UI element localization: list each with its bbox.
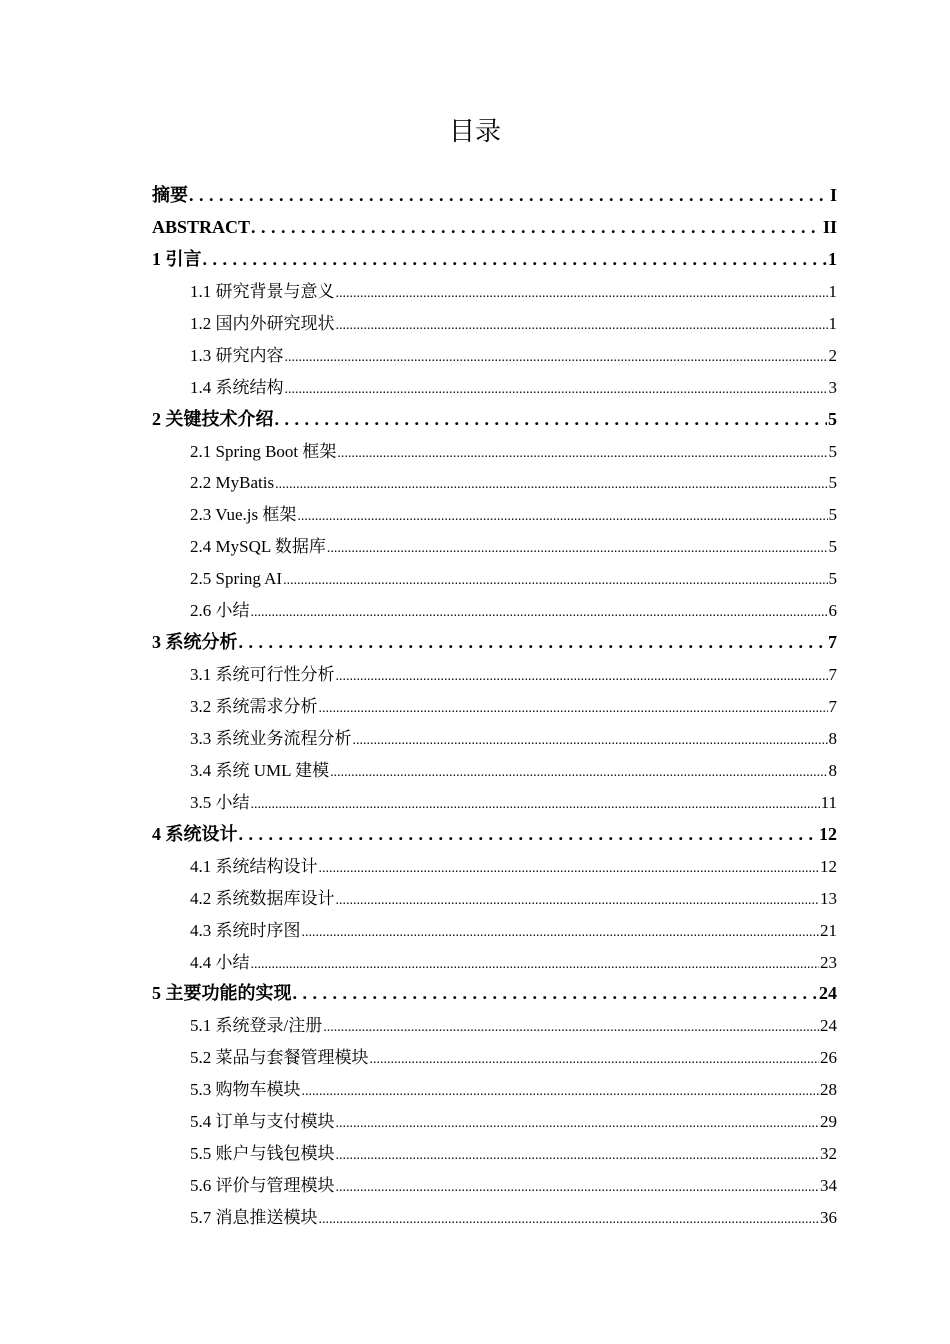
toc-entry-label: 4 系统设计 (152, 823, 238, 844)
toc-dot-leader (239, 819, 819, 851)
toc-entry-label: ABSTRACT (152, 216, 251, 237)
toc-dot-leader (337, 436, 827, 468)
toc-dot-leader (323, 1010, 819, 1042)
toc-entry-label: 2.6 小结 (190, 601, 250, 621)
toc-entry-label: 1.1 研究背景与意义 (190, 281, 335, 301)
toc-dot-leader (251, 947, 820, 979)
toc-entry[interactable] (152, 467, 837, 499)
toc-entry[interactable] (152, 340, 837, 372)
toc-dot-leader (203, 244, 828, 276)
toc-entry-label: 4.1 系统结构设计 (190, 856, 318, 876)
toc-entry[interactable] (152, 691, 837, 723)
toc-entry-label: 4.4 小结 (190, 952, 250, 972)
toc-entry-label: 1.4 系统结构 (190, 377, 284, 397)
toc-dot-leader (285, 340, 828, 372)
toc-dot-leader (251, 595, 828, 627)
toc-entry-page-number: 7 (828, 665, 837, 685)
table-of-contents (152, 180, 837, 1234)
toc-entry[interactable] (152, 1010, 837, 1042)
toc-dot-leader (251, 787, 820, 819)
toc-entry-label: 1 引言 (152, 248, 202, 269)
toc-entry-page-number: 2 (828, 345, 837, 365)
toc-dot-leader (319, 691, 828, 723)
toc-dot-leader (189, 180, 829, 212)
toc-dot-leader (370, 1042, 820, 1074)
toc-entry-page-number: 23 (820, 952, 837, 972)
toc-dot-leader (327, 531, 828, 563)
page-title: 目录 (448, 117, 501, 147)
toc-dot-leader (336, 1106, 820, 1138)
toc-entry-page-number: I (829, 185, 837, 205)
toc-dot-leader (336, 883, 820, 915)
toc-dot-leader (336, 659, 828, 691)
toc-entry-page-number: 26 (820, 1048, 837, 1068)
toc-entry-page-number: 5 (828, 505, 837, 525)
toc-entry[interactable] (152, 883, 837, 915)
toc-entry-label: 2.1 Spring Boot 框架 (190, 441, 337, 461)
toc-entry[interactable] (152, 180, 837, 212)
toc-entry-page-number: 1 (828, 281, 837, 301)
toc-entry-page-number: 29 (820, 1112, 837, 1132)
toc-entry-label: 2 关键技术介绍 (152, 408, 274, 429)
toc-entry-page-number: 24 (819, 983, 837, 1004)
toc-entry-label: 5 主要功能的实现 (152, 983, 292, 1004)
toc-entry[interactable] (152, 915, 837, 947)
toc-dot-leader (283, 563, 827, 595)
toc-dot-leader (251, 212, 822, 244)
toc-entry[interactable] (152, 372, 837, 404)
toc-dot-leader (319, 1202, 820, 1234)
toc-entry[interactable] (152, 1202, 837, 1234)
toc-entry[interactable] (152, 1074, 837, 1106)
toc-entry-label: 3.2 系统需求分析 (190, 697, 318, 716)
toc-dot-leader (302, 915, 820, 947)
toc-entry-label: 5.2 菜品与套餐管理模块 (190, 1048, 369, 1068)
toc-entry[interactable] (152, 308, 837, 340)
toc-entry[interactable] (152, 723, 837, 755)
toc-entry-page-number: 28 (820, 1080, 837, 1100)
toc-entry-page-number: 5 (828, 537, 837, 557)
toc-entry-page-number: 34 (820, 1176, 837, 1196)
toc-entry-page-number: 5 (828, 441, 837, 461)
toc-dot-leader (297, 499, 827, 531)
toc-entry-page-number: 21 (820, 920, 837, 940)
toc-dot-leader (353, 723, 828, 755)
toc-dot-leader (275, 404, 828, 436)
toc-entry[interactable] (152, 947, 837, 979)
toc-dot-leader (330, 755, 827, 787)
toc-entry[interactable] (152, 1170, 837, 1202)
toc-entry-label: 1.2 国内外研究现状 (190, 313, 335, 333)
toc-entry-page-number: 7 (828, 697, 837, 716)
toc-entry-label: 3.3 系统业务流程分析 (190, 728, 352, 748)
toc-dot-leader (302, 1074, 820, 1106)
toc-entry-label: 2.3 Vue.js 框架 (190, 505, 297, 525)
toc-dot-leader (293, 978, 819, 1010)
toc-entry-label: 3.5 小结 (190, 792, 250, 812)
toc-entry-page-number: 24 (820, 1016, 837, 1036)
toc-entry-label: 4.3 系统时序图 (190, 920, 301, 940)
toc-entry-page-number: 11 (820, 792, 837, 812)
toc-entry-page-number: II (822, 216, 837, 237)
toc-entry[interactable] (152, 595, 837, 627)
toc-entry-page-number: 1 (828, 313, 837, 333)
toc-entry[interactable] (152, 244, 837, 276)
toc-entry[interactable] (152, 276, 837, 308)
toc-entry-page-number: 6 (828, 601, 837, 621)
toc-entry-page-number: 3 (828, 377, 837, 397)
toc-entry-page-number: 7 (828, 632, 837, 653)
toc-entry-page-number: 36 (820, 1208, 837, 1227)
toc-entry-page-number: 8 (828, 760, 837, 780)
toc-entry-label: 2.4 MySQL 数据库 (190, 537, 326, 557)
toc-entry-page-number: 5 (828, 408, 837, 429)
toc-dot-leader (239, 627, 828, 659)
toc-entry[interactable] (152, 499, 837, 531)
toc-entry-label: 5.1 系统登录/注册 (190, 1016, 323, 1036)
toc-entry-page-number: 1 (828, 248, 837, 269)
toc-entry[interactable] (152, 627, 837, 659)
toc-entry[interactable] (152, 755, 837, 787)
toc-entry-page-number: 12 (820, 856, 837, 876)
toc-entry-label: 摘要 (152, 185, 188, 205)
toc-entry-page-number: 13 (820, 888, 837, 908)
toc-entry-label: 5.6 评价与管理模块 (190, 1176, 335, 1196)
toc-entry-label: 4.2 系统数据库设计 (190, 888, 335, 908)
toc-entry-label: 3.1 系统可行性分析 (190, 665, 335, 685)
toc-entry-page-number: 5 (828, 569, 837, 589)
toc-entry[interactable] (152, 1042, 837, 1074)
toc-dot-leader (336, 1170, 820, 1202)
toc-entry[interactable] (152, 404, 837, 436)
toc-entry[interactable] (152, 659, 837, 691)
toc-dot-leader (336, 276, 828, 308)
toc-entry-label: 5.7 消息推送模块 (190, 1208, 318, 1227)
toc-entry-label: 3 系统分析 (152, 632, 238, 653)
toc-entry-label: 5.4 订单与支付模块 (190, 1112, 335, 1132)
toc-entry[interactable] (152, 1138, 837, 1170)
toc-dot-leader (336, 1138, 820, 1170)
toc-entry[interactable] (152, 851, 837, 883)
toc-entry-label: 2.2 MyBatis (190, 473, 275, 493)
toc-entry[interactable] (152, 436, 837, 468)
toc-entry-label: 3.4 系统 UML 建模 (190, 760, 330, 780)
toc-entry[interactable] (152, 978, 837, 1010)
toc-entry[interactable] (152, 819, 837, 851)
toc-entry[interactable] (152, 212, 837, 244)
toc-dot-leader (285, 372, 828, 404)
toc-entry[interactable] (152, 787, 837, 819)
toc-entry-page-number: 5 (828, 473, 837, 493)
toc-entry[interactable] (152, 563, 837, 595)
toc-entry-page-number: 8 (828, 728, 837, 748)
toc-dot-leader (319, 851, 820, 883)
toc-dot-leader (336, 308, 828, 340)
toc-entry-label: 2.5 Spring AI (190, 569, 283, 589)
toc-entry[interactable] (152, 1106, 837, 1138)
toc-dot-leader (275, 467, 827, 499)
toc-entry-page-number: 32 (820, 1144, 837, 1164)
toc-entry[interactable] (152, 531, 837, 563)
toc-entry-label: 1.3 研究内容 (190, 345, 284, 365)
toc-entry-label: 5.5 账户与钱包模块 (190, 1144, 335, 1164)
toc-entry-page-number: 12 (819, 823, 837, 844)
toc-entry-label: 5.3 购物车模块 (190, 1080, 301, 1100)
